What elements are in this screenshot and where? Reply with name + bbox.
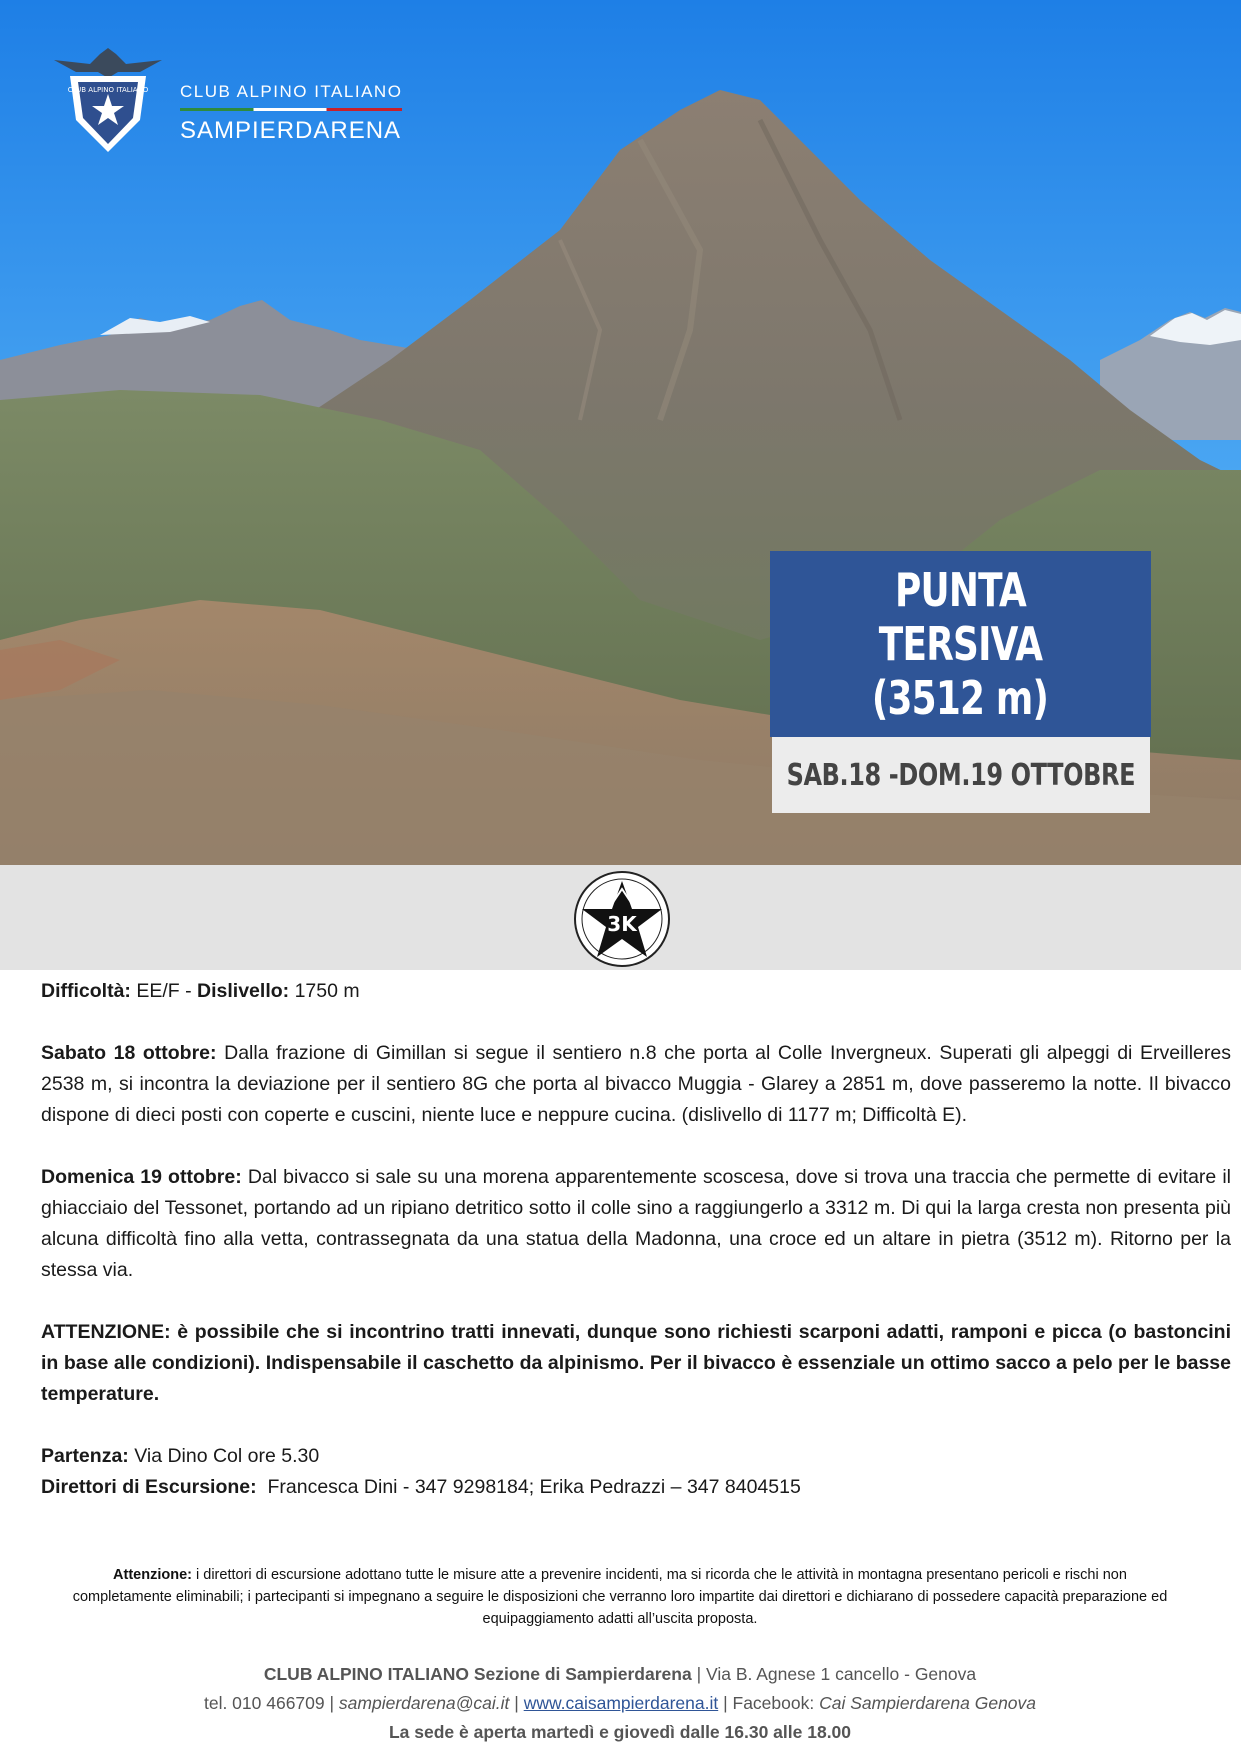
- warning-paragraph: ATTENZIONE: è possibile che si incontrino tratti innevati, dunque sono richiesti scarponi adatti, ramponi e picca (o bastoncini in base alle condizioni). Indispensabile il caschetto da alpinismo. Per il bivacco è essenziale un ottimo sacco a pelo per le basse temperature.: [41, 1321, 1231, 1405]
- notice-label: Attenzione:: [113, 1567, 192, 1583]
- event-date-box: [772, 737, 1150, 813]
- saturday-label: Sabato 18 ottobre:: [41, 1042, 217, 1064]
- hero-photo: [0, 0, 1241, 865]
- departure-label: Partenza:: [41, 1445, 129, 1467]
- event-details: [41, 976, 1231, 1503]
- club-logo: [48, 46, 428, 156]
- footer-email[interactable]: sampierdarena@cai.it: [338, 1693, 510, 1713]
- footer-sep: |: [324, 1693, 339, 1713]
- sunday-label: Domenica 19 ottobre:: [41, 1166, 242, 1188]
- departure-row: [41, 1441, 1231, 1472]
- separator: -: [179, 980, 198, 1002]
- logo-line2: SAMPIERDARENA: [180, 117, 402, 144]
- footer-hours: La sede è aperta martedì e giovedì dalle 16.30 alle 18.00: [388, 1722, 852, 1742]
- saturday-text: Dalla frazione di Gimillan si segue il sentiero n.8 che porta al Colle Invergneux. Superati gli alpeggi di Erveilleres 2538 m, si incontra la deviazione per il sentiero 8G che porta al bivacco Muggia - Glarey a 2851 m, dove passeremo la notte. Il bivacco dispone di dieci posti con coperte e cuscini, niente luce e neppure cucina. (dislivello di 1177 m; Difficoltà E).: [41, 1042, 1231, 1126]
- footer-website-link[interactable]: www.caisampierdarena.it: [523, 1693, 719, 1713]
- logo-line1: CLUB ALPINO ITALIANO: [180, 82, 403, 101]
- event-dates: SAB.18 -DOM.19 OTTOBRE: [786, 757, 1136, 793]
- elevation-label: Dislivello:: [197, 980, 290, 1002]
- directors-label: Direttori di Escursione:: [41, 1476, 257, 1498]
- footer-address: Via B. Agnese 1 cancello - Genova: [705, 1664, 977, 1684]
- event-title-box: [770, 551, 1151, 737]
- footer: [60, 1660, 1180, 1747]
- directors-row: [41, 1472, 1231, 1503]
- event-title-line1: PUNTA TERSIVA: [878, 563, 1043, 671]
- difficulty-row: [41, 976, 1231, 1007]
- badge-text: 3K: [607, 912, 637, 936]
- saturday-paragraph: [41, 1038, 1231, 1131]
- footer-facebook-value: Cai Sampierdarena Genova: [819, 1693, 1037, 1713]
- footer-org: CLUB ALPINO ITALIANO Sezione di Sampierdarena: [263, 1664, 692, 1684]
- emblem-text: CLUB ALPINO ITALIANO: [67, 86, 149, 94]
- sunday-paragraph: [41, 1162, 1231, 1286]
- difficulty-label: Difficoltà:: [41, 980, 131, 1002]
- footer-line1: [60, 1660, 1180, 1689]
- footer-sep: |: [718, 1693, 733, 1713]
- elevation-value: 1750 m: [294, 980, 360, 1002]
- departure-value: Via Dino Col ore 5.30: [134, 1445, 320, 1467]
- safety-notice: [70, 1564, 1170, 1630]
- footer-sep: |: [691, 1664, 706, 1684]
- notice-text: i direttori di escursione adottano tutte le misure atte a prevenire incidenti, ma si ricorda che le attività in montagna presentano pericoli e rischi non completamente eliminabili; i partecipanti si impegnano a seguire le disposizioni che verranno loro impartite dai direttori e dichiarano di possedere capacità preparazione ed equipaggiamento adatti all’uscita proposta.: [72, 1567, 1168, 1627]
- footer-line2: [60, 1689, 1180, 1718]
- sunday-text: Dal bivacco si sale su una morena apparentemente scoscesa, dove si trova una traccia che permette di evitare il ghiacciaio del Tessonet, portando ad un ripiano detritico sotto il colle sino a raggiungerlo a 3312 m. Di qui la larga cresta non presenta più alcuna difficoltà fino alla vetta, contrassegnata da una statua della Madonna, una croce ed un altare in pietra (3512 m). Ritorno per la stessa via.: [41, 1166, 1231, 1281]
- event-title-line2: (3512 m): [872, 671, 1049, 725]
- footer-sep: |: [509, 1693, 524, 1713]
- difficulty-value: EE/F: [136, 980, 180, 1002]
- cai-eagle-shield-icon: [48, 46, 168, 156]
- 3k-star-badge-icon: [570, 869, 674, 969]
- footer-phone: tel. 010 466709: [203, 1693, 325, 1713]
- tricolor-bar: [180, 108, 402, 111]
- footer-facebook-label: Facebook:: [732, 1693, 815, 1713]
- directors-value: Francesca Dini - 347 9298184; Erika Pedrazzi – 347 8404515: [267, 1476, 801, 1498]
